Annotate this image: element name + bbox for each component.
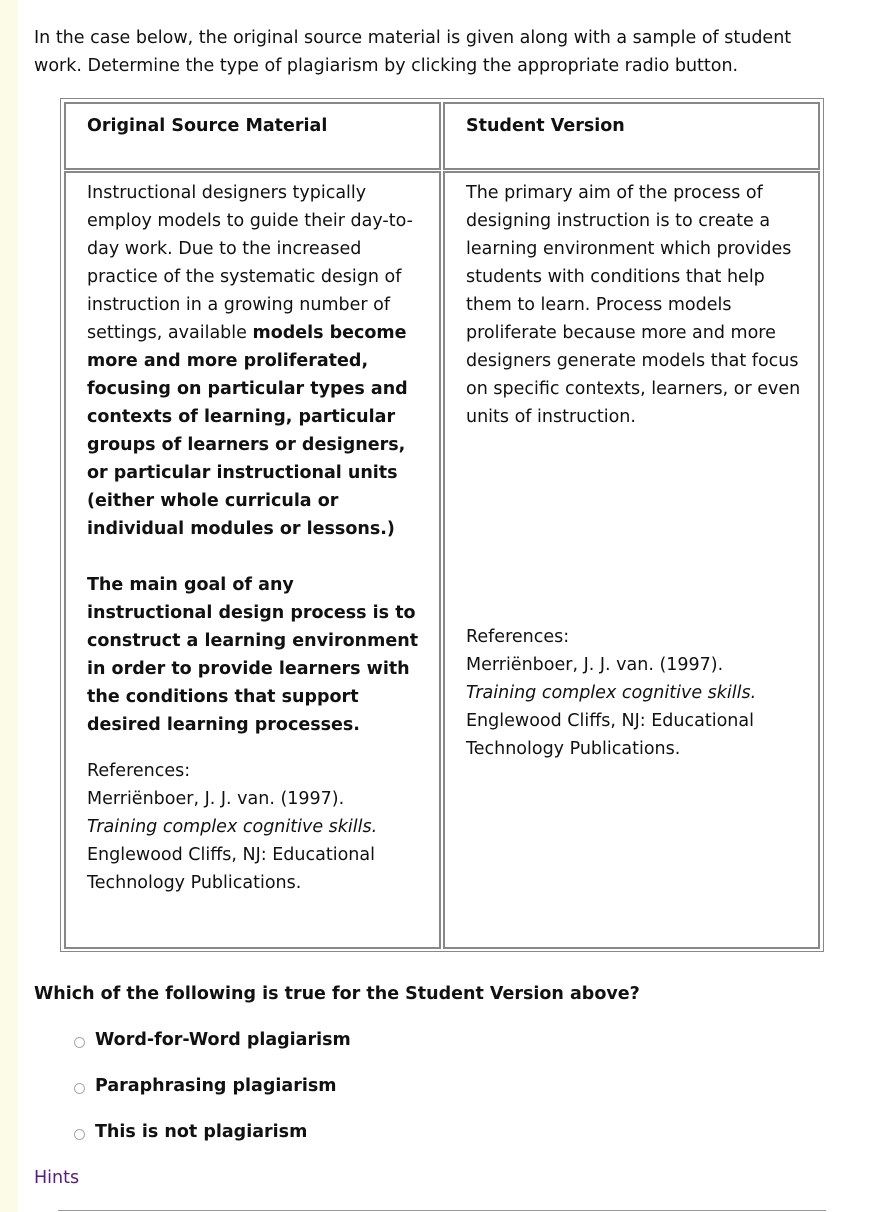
hints-link[interactable]: Hints: [34, 1168, 80, 1188]
header-cell-original: [64, 102, 441, 170]
student-ref-title: Training complex cognitive skills.: [466, 683, 757, 703]
original-source-cell: [64, 171, 441, 949]
header-original-label: Original Source Material: [87, 116, 328, 136]
page-content: [18, 0, 870, 1212]
question-text: Which of the following is true for the Student Version above?: [34, 984, 640, 1004]
comparison-table: [60, 98, 824, 952]
original-paragraph-2: [87, 571, 422, 739]
divider: [58, 1210, 826, 1211]
original-ref-title: Training complex cognitive skills.: [87, 817, 378, 837]
original-p1-bold: models become more and more proliferated, focusing on particular types and contexts of learning, particular groups of learners or designers, or particular instructional units (either whole curricula or individual modules or lessons.): [87, 323, 408, 539]
option-not-plagiarism[interactable]: [74, 1118, 307, 1146]
student-version-cell: [443, 171, 820, 949]
original-paragraph-1: [87, 179, 422, 543]
original-ref-publisher: Englewood Cliffs, NJ: Educational Technology Publications.: [87, 845, 375, 893]
student-paragraph-1: The primary aim of the process of designing instruction is to create a learning environment which provides students with conditions that help them to learn. Process models proliferate because more and more designers generate models that focus on specific contexts, learners, or even units of instruction.: [466, 183, 801, 427]
original-references: [87, 757, 422, 897]
original-p2-bold: The main goal of any instructional design process is to construct a learning environment in order to provide learners with the conditions that support desired learning processes.: [87, 575, 419, 735]
radio-paraphrasing[interactable]: [74, 1083, 85, 1094]
student-ref-author: Merriënboer, J. J. van. (1997).: [466, 655, 724, 675]
header-student-label: Student Version: [466, 116, 625, 136]
option-paraphrasing-label[interactable]: Paraphrasing plagiarism: [95, 1076, 337, 1096]
radio-not-plagiarism[interactable]: [74, 1129, 85, 1140]
option-word-for-word[interactable]: [74, 1026, 351, 1054]
original-ref-author: Merriënboer, J. J. van. (1997).: [87, 789, 345, 809]
option-paraphrasing[interactable]: [74, 1072, 336, 1100]
student-references: [466, 623, 801, 763]
original-references-label: References:: [87, 761, 191, 781]
radio-word-for-word[interactable]: [74, 1037, 85, 1048]
header-cell-student: [443, 102, 820, 170]
option-not-plagiarism-label[interactable]: This is not plagiarism: [95, 1122, 308, 1142]
student-references-label: References:: [466, 627, 570, 647]
instructions-text: In the case below, the original source material is given along with a sample of student work. Determine the type of plagiarism by clicking the appropriate radio button.: [34, 28, 792, 76]
original-p1-plain: Instructional designers typically employ models to guide their day-to-day work. Due to the increased practice of the systematic design of instruction in a growing number of settings, available: [87, 183, 413, 343]
option-word-for-word-label[interactable]: Word-for-Word plagiarism: [95, 1030, 351, 1050]
student-ref-publisher: Englewood Cliffs, NJ: Educational Technology Publications.: [466, 711, 754, 759]
